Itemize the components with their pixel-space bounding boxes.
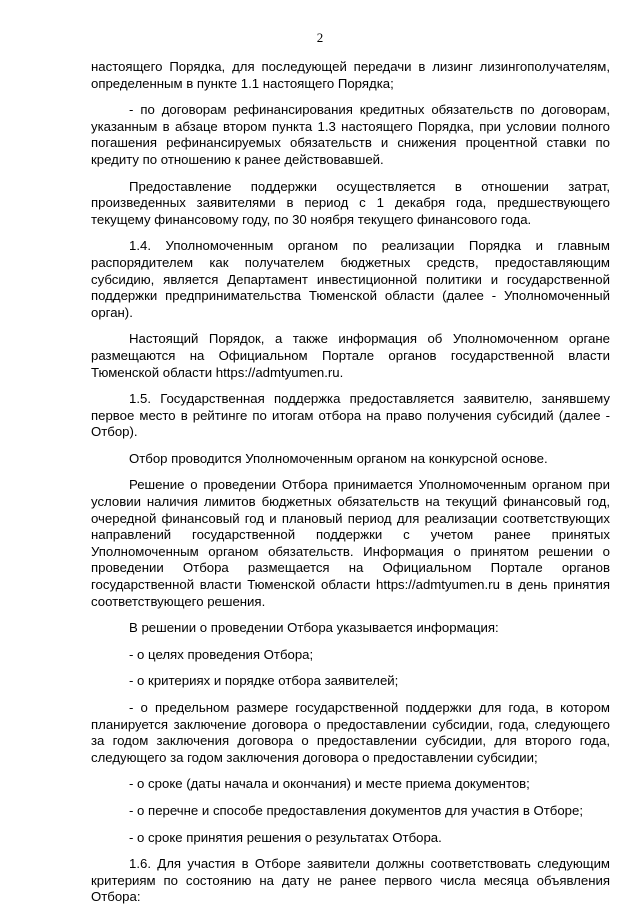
- paragraph: Настоящий Порядок, а также информация об Уполномоченном органе размещаются на Официальном Портале органов государственной власти Тюменской области https://admtyumen.ru.: [91, 331, 610, 380]
- paragraph: 1.5. Государственная поддержка предоставляется заявителю, занявшему первое место в рейтинге по итогам отбора на право получения субсидий (далее - Отбор).: [91, 391, 610, 440]
- paragraph: 1.6. Для участия в Отборе заявители должны соответствовать следующим критериям по состоянию на дату не ранее первого числа месяца объявления Отбора:: [91, 856, 610, 905]
- paragraph: В решении о проведении Отбора указывается информация:: [129, 620, 499, 636]
- document-body: [91, 59, 610, 912]
- paragraph: - о сроке принятия решения о результатах Отбора.: [129, 829, 442, 845]
- paragraph: Предоставление поддержки осуществляется в отношении затрат, произведенных заявителями в период с 1 декабря года, предшествующего текущему финансовому году, по 30 ноября текущего финансового года.: [91, 178, 610, 227]
- paragraph: 1.4. Уполномоченным органом по реализации Порядка и главным распорядителем как получателем бюджетных средств, предоставляющим субсидию, является Департамент инвестиционной политики и государственной поддержки предпринимательства Тюменской области (далее - Уполномоченный орган).: [91, 238, 610, 320]
- paragraph: - о перечне и способе предоставления документов для участия в Отборе;: [129, 802, 584, 818]
- paragraph: - о критериях и порядке отбора заявителей;: [129, 673, 399, 689]
- paragraph: - о целях проведения Отбора;: [129, 646, 314, 662]
- paragraph: - о предельном размере государственной поддержки для года, в котором планируется заключение договора о предоставлении субсидии, года, следующего за годом заключения договора о предоставлении субсидии, для второго года, следующего за годом заключения договора о предоставлении субсидии;: [91, 700, 610, 765]
- paragraph: - о сроке (даты начала и окончания) и месте приема документов;: [129, 776, 530, 792]
- paragraph: Решение о проведении Отбора принимается Уполномоченным органом при условии наличия лимитов бюджетных обязательств на текущий финансовый год, очередной финансовый год и плановый период для реализации соответствующих направлений государственной поддержки с учетом ранее принятых Уполномоченным органом обязательств. Информация о принятом решении о проведении Отбора размещается на Официальном Портале органов государственной власти Тюменской области https://admtyumen.ru в день принятия соответствующего решения.: [91, 477, 610, 609]
- page-number: 2: [316, 30, 324, 45]
- paragraph: настоящего Порядка, для последующей передачи в лизинг лизингополучателям, определенным в пункте 1.1 настоящего Порядка;: [91, 59, 610, 91]
- paragraph: - по договорам рефинансирования кредитных обязательств по договорам, указанным в абзаце втором пункта 1.3 настоящего Порядка, при условии полного погашения рефинансируемых обязательств и снижения процентной ставки по кредиту по отношению к ранее действовавшей.: [91, 102, 610, 167]
- paragraph: Отбор проводится Уполномоченным органом на конкурсной основе.: [129, 450, 548, 466]
